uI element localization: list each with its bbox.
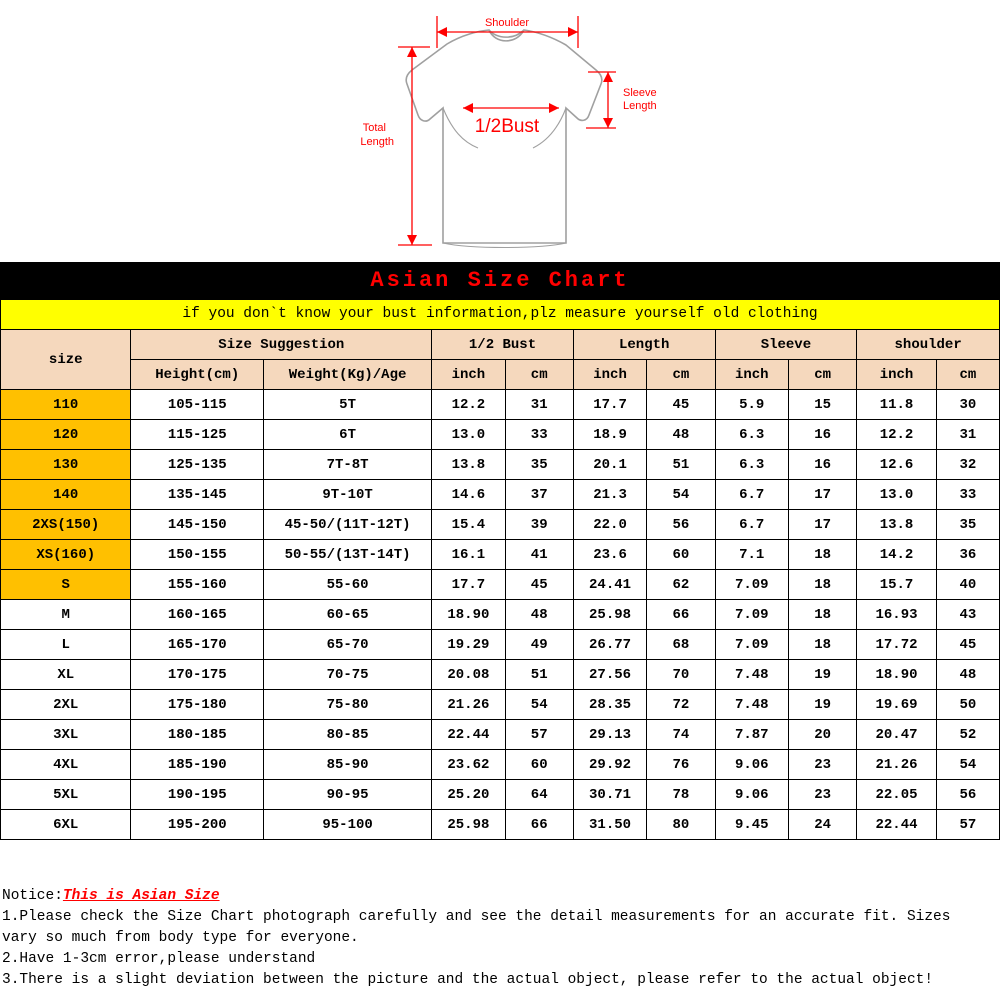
table-row <box>1 630 1000 660</box>
cell-bust-inch: 13.0 <box>432 420 505 450</box>
header-length-cm: cm <box>647 360 715 390</box>
cell-shoulder-inch: 17.72 <box>857 630 937 660</box>
table-row <box>1 480 1000 510</box>
header-half-bust: 1/2 Bust <box>432 330 574 360</box>
notice-line-3: 3.There is a slight deviation between the picture and the actual object, please refer to the actual object! <box>2 972 934 988</box>
cell-length-inch: 18.9 <box>573 420 646 450</box>
table-row <box>1 390 1000 420</box>
cell-shoulder-cm: 40 <box>936 570 999 600</box>
cell-weight-age: 60-65 <box>263 600 431 630</box>
cell-weight-age: 75-80 <box>263 690 431 720</box>
cell-shoulder-inch: 13.8 <box>857 510 937 540</box>
cell-shoulder-cm: 43 <box>936 600 999 630</box>
cell-sleeve-inch: 7.09 <box>715 570 788 600</box>
cell-weight-age: 5T <box>263 390 431 420</box>
cell-bust-inch: 19.29 <box>432 630 505 660</box>
cell-weight-age: 7T-8T <box>263 450 431 480</box>
cell-bust-cm: 51 <box>505 660 573 690</box>
cell-shoulder-cm: 56 <box>936 780 999 810</box>
total-length-measure-line <box>398 47 432 245</box>
cell-length-inch: 21.3 <box>573 480 646 510</box>
cell-sleeve-cm: 18 <box>788 570 856 600</box>
cell-size: 130 <box>1 450 131 480</box>
header-length-inch: inch <box>573 360 646 390</box>
cell-shoulder-cm: 35 <box>936 510 999 540</box>
cell-shoulder-inch: 11.8 <box>857 390 937 420</box>
size-table <box>0 329 1000 840</box>
cell-sleeve-cm: 16 <box>788 450 856 480</box>
tshirt-measurement-diagram <box>0 0 1000 262</box>
header-bust-inch: inch <box>432 360 505 390</box>
cell-length-inch: 30.71 <box>573 780 646 810</box>
cell-length-inch: 20.1 <box>573 450 646 480</box>
notice-block <box>0 884 1000 991</box>
cell-height: 125-135 <box>131 450 264 480</box>
sleeve-measure-line <box>586 72 616 128</box>
cell-height: 160-165 <box>131 600 264 630</box>
cell-sleeve-cm: 16 <box>788 420 856 450</box>
cell-bust-cm: 45 <box>505 570 573 600</box>
cell-height: 145-150 <box>131 510 264 540</box>
cell-shoulder-cm: 30 <box>936 390 999 420</box>
cell-height: 105-115 <box>131 390 264 420</box>
cell-size: 6XL <box>1 810 131 840</box>
header-bust-cm: cm <box>505 360 573 390</box>
cell-bust-inch: 15.4 <box>432 510 505 540</box>
cell-shoulder-inch: 14.2 <box>857 540 937 570</box>
cell-sleeve-cm: 19 <box>788 660 856 690</box>
tshirt-outline-icon <box>406 30 602 248</box>
cell-length-cm: 66 <box>647 600 715 630</box>
cell-bust-inch: 16.1 <box>432 540 505 570</box>
notice-line-2: 2.Have 1-3cm error,please understand <box>2 951 316 967</box>
cell-length-cm: 62 <box>647 570 715 600</box>
header-length: Length <box>573 330 715 360</box>
cell-bust-cm: 33 <box>505 420 573 450</box>
cell-length-cm: 54 <box>647 480 715 510</box>
cell-height: 185-190 <box>131 750 264 780</box>
cell-sleeve-inch: 7.87 <box>715 720 788 750</box>
half-bust-measure-line <box>463 103 559 113</box>
total-length-label-line2: Length <box>360 136 394 148</box>
cell-length-inch: 31.50 <box>573 810 646 840</box>
header-sleeve-cm: cm <box>788 360 856 390</box>
cell-bust-inch: 18.90 <box>432 600 505 630</box>
cell-size: 2XS(150) <box>1 510 131 540</box>
header-shoulder-inch: inch <box>857 360 937 390</box>
cell-sleeve-inch: 6.3 <box>715 420 788 450</box>
cell-height: 155-160 <box>131 570 264 600</box>
table-row <box>1 720 1000 750</box>
cell-sleeve-inch: 7.09 <box>715 630 788 660</box>
sleeve-label-line1: Sleeve <box>623 87 657 99</box>
cell-sleeve-inch: 7.09 <box>715 600 788 630</box>
notice-line-asian <box>2 886 998 907</box>
cell-height: 175-180 <box>131 690 264 720</box>
cell-size: 3XL <box>1 720 131 750</box>
cell-sleeve-cm: 20 <box>788 720 856 750</box>
cell-length-cm: 48 <box>647 420 715 450</box>
cell-shoulder-inch: 22.44 <box>857 810 937 840</box>
cell-bust-cm: 49 <box>505 630 573 660</box>
cell-bust-cm: 41 <box>505 540 573 570</box>
cell-shoulder-cm: 48 <box>936 660 999 690</box>
cell-length-inch: 25.98 <box>573 600 646 630</box>
size-chart-block <box>0 262 1000 840</box>
cell-bust-cm: 66 <box>505 810 573 840</box>
cell-bust-inch: 20.08 <box>432 660 505 690</box>
cell-weight-age: 90-95 <box>263 780 431 810</box>
table-row <box>1 780 1000 810</box>
cell-bust-cm: 60 <box>505 750 573 780</box>
cell-bust-inch: 12.2 <box>432 390 505 420</box>
cell-sleeve-inch: 7.48 <box>715 690 788 720</box>
cell-length-cm: 56 <box>647 510 715 540</box>
cell-sleeve-inch: 6.7 <box>715 480 788 510</box>
cell-sleeve-cm: 23 <box>788 750 856 780</box>
cell-height: 115-125 <box>131 420 264 450</box>
header-shoulder-cm: cm <box>936 360 999 390</box>
cell-shoulder-inch: 19.69 <box>857 690 937 720</box>
cell-length-cm: 70 <box>647 660 715 690</box>
cell-shoulder-inch: 15.7 <box>857 570 937 600</box>
cell-shoulder-inch: 20.47 <box>857 720 937 750</box>
cell-shoulder-cm: 45 <box>936 630 999 660</box>
cell-shoulder-inch: 18.90 <box>857 660 937 690</box>
cell-sleeve-inch: 7.1 <box>715 540 788 570</box>
table-row <box>1 600 1000 630</box>
header-shoulder: shoulder <box>857 330 1000 360</box>
cell-shoulder-cm: 57 <box>936 810 999 840</box>
cell-height: 135-145 <box>131 480 264 510</box>
notice-asian-size: This is Asian Size <box>62 888 220 904</box>
cell-sleeve-cm: 15 <box>788 390 856 420</box>
cell-size: 140 <box>1 480 131 510</box>
cell-height: 180-185 <box>131 720 264 750</box>
cell-length-cm: 72 <box>647 690 715 720</box>
cell-height: 170-175 <box>131 660 264 690</box>
cell-weight-age: 55-60 <box>263 570 431 600</box>
cell-weight-age: 45-50/(11T-12T) <box>263 510 431 540</box>
cell-length-inch: 26.77 <box>573 630 646 660</box>
header-size-suggestion: Size Suggestion <box>131 330 432 360</box>
cell-size: 5XL <box>1 780 131 810</box>
cell-shoulder-cm: 52 <box>936 720 999 750</box>
cell-bust-cm: 39 <box>505 510 573 540</box>
cell-bust-inch: 25.20 <box>432 780 505 810</box>
table-row <box>1 450 1000 480</box>
cell-shoulder-cm: 50 <box>936 690 999 720</box>
shoulder-label: Shoulder <box>484 17 530 29</box>
cell-length-inch: 24.41 <box>573 570 646 600</box>
cell-weight-age: 9T-10T <box>263 480 431 510</box>
cell-size: M <box>1 600 131 630</box>
cell-sleeve-cm: 23 <box>788 780 856 810</box>
cell-shoulder-inch: 12.2 <box>857 420 937 450</box>
table-row <box>1 690 1000 720</box>
cell-weight-age: 50-55/(13T-14T) <box>263 540 431 570</box>
cell-sleeve-cm: 18 <box>788 630 856 660</box>
header-row-units <box>1 360 1000 390</box>
half-bust-label: 1/2Bust <box>474 116 540 137</box>
cell-size: XL <box>1 660 131 690</box>
cell-height: 190-195 <box>131 780 264 810</box>
cell-bust-inch: 14.6 <box>432 480 505 510</box>
cell-size: 2XL <box>1 690 131 720</box>
cell-size: L <box>1 630 131 660</box>
cell-length-cm: 60 <box>647 540 715 570</box>
cell-bust-inch: 13.8 <box>432 450 505 480</box>
cell-length-cm: 80 <box>647 810 715 840</box>
cell-bust-inch: 17.7 <box>432 570 505 600</box>
tshirt-diagram-svg <box>0 0 1000 262</box>
cell-size: 4XL <box>1 750 131 780</box>
cell-length-cm: 51 <box>647 450 715 480</box>
table-row <box>1 510 1000 540</box>
notice-line-1b: vary so much from body type for everyone. <box>2 930 359 946</box>
cell-bust-inch: 23.62 <box>432 750 505 780</box>
notice-label: Notice: <box>2 888 63 904</box>
cell-height: 150-155 <box>131 540 264 570</box>
cell-bust-cm: 37 <box>505 480 573 510</box>
table-row <box>1 540 1000 570</box>
cell-sleeve-inch: 9.06 <box>715 780 788 810</box>
cell-sleeve-cm: 17 <box>788 480 856 510</box>
cell-weight-age: 80-85 <box>263 720 431 750</box>
cell-length-inch: 28.35 <box>573 690 646 720</box>
cell-sleeve-inch: 6.7 <box>715 510 788 540</box>
table-row <box>1 810 1000 840</box>
cell-bust-cm: 48 <box>505 600 573 630</box>
cell-bust-inch: 22.44 <box>432 720 505 750</box>
cell-size: XS(160) <box>1 540 131 570</box>
cell-bust-cm: 54 <box>505 690 573 720</box>
chart-title: Asian Size Chart <box>0 262 1000 300</box>
cell-size: 110 <box>1 390 131 420</box>
header-height: Height(cm) <box>131 360 264 390</box>
cell-bust-cm: 35 <box>505 450 573 480</box>
cell-weight-age: 70-75 <box>263 660 431 690</box>
cell-length-cm: 76 <box>647 750 715 780</box>
cell-shoulder-inch: 21.26 <box>857 750 937 780</box>
header-sleeve: Sleeve <box>715 330 857 360</box>
cell-shoulder-cm: 31 <box>936 420 999 450</box>
cell-sleeve-cm: 18 <box>788 540 856 570</box>
table-body <box>1 390 1000 840</box>
chart-subtitle: if you don`t know your bust information,plz measure yourself old clothing <box>0 300 1000 329</box>
total-length-label-line1: Total <box>362 122 386 134</box>
table-row <box>1 660 1000 690</box>
cell-bust-cm: 31 <box>505 390 573 420</box>
cell-sleeve-inch: 5.9 <box>715 390 788 420</box>
cell-weight-age: 85-90 <box>263 750 431 780</box>
cell-sleeve-cm: 17 <box>788 510 856 540</box>
cell-length-inch: 23.6 <box>573 540 646 570</box>
cell-length-inch: 17.7 <box>573 390 646 420</box>
cell-bust-cm: 57 <box>505 720 573 750</box>
cell-shoulder-cm: 33 <box>936 480 999 510</box>
cell-shoulder-inch: 16.93 <box>857 600 937 630</box>
cell-shoulder-cm: 32 <box>936 450 999 480</box>
header-row-groups <box>1 330 1000 360</box>
cell-sleeve-inch: 7.48 <box>715 660 788 690</box>
cell-shoulder-inch: 12.6 <box>857 450 937 480</box>
cell-length-cm: 45 <box>647 390 715 420</box>
cell-sleeve-inch: 9.45 <box>715 810 788 840</box>
cell-length-cm: 74 <box>647 720 715 750</box>
header-size: size <box>1 330 131 390</box>
cell-bust-inch: 25.98 <box>432 810 505 840</box>
cell-size: S <box>1 570 131 600</box>
cell-length-cm: 78 <box>647 780 715 810</box>
cell-shoulder-cm: 36 <box>936 540 999 570</box>
cell-length-inch: 29.13 <box>573 720 646 750</box>
cell-sleeve-cm: 19 <box>788 690 856 720</box>
cell-shoulder-cm: 54 <box>936 750 999 780</box>
cell-size: 120 <box>1 420 131 450</box>
cell-sleeve-inch: 6.3 <box>715 450 788 480</box>
notice-line-1: 1.Please check the Size Chart photograph carefully and see the detail measurements for an accurate fit. Sizes <box>2 909 951 925</box>
cell-length-inch: 22.0 <box>573 510 646 540</box>
cell-sleeve-cm: 18 <box>788 600 856 630</box>
cell-bust-inch: 21.26 <box>432 690 505 720</box>
cell-height: 195-200 <box>131 810 264 840</box>
cell-weight-age: 6T <box>263 420 431 450</box>
cell-sleeve-cm: 24 <box>788 810 856 840</box>
cell-shoulder-inch: 22.05 <box>857 780 937 810</box>
table-row <box>1 420 1000 450</box>
cell-sleeve-inch: 9.06 <box>715 750 788 780</box>
cell-height: 165-170 <box>131 630 264 660</box>
cell-shoulder-inch: 13.0 <box>857 480 937 510</box>
table-header <box>1 330 1000 390</box>
cell-length-inch: 27.56 <box>573 660 646 690</box>
table-row <box>1 750 1000 780</box>
header-weight-age: Weight(Kg)/Age <box>263 360 431 390</box>
cell-length-inch: 29.92 <box>573 750 646 780</box>
cell-length-cm: 68 <box>647 630 715 660</box>
sleeve-label-line2: Length <box>623 100 657 112</box>
cell-weight-age: 95-100 <box>263 810 431 840</box>
table-row <box>1 570 1000 600</box>
header-sleeve-inch: inch <box>715 360 788 390</box>
cell-weight-age: 65-70 <box>263 630 431 660</box>
cell-bust-cm: 64 <box>505 780 573 810</box>
